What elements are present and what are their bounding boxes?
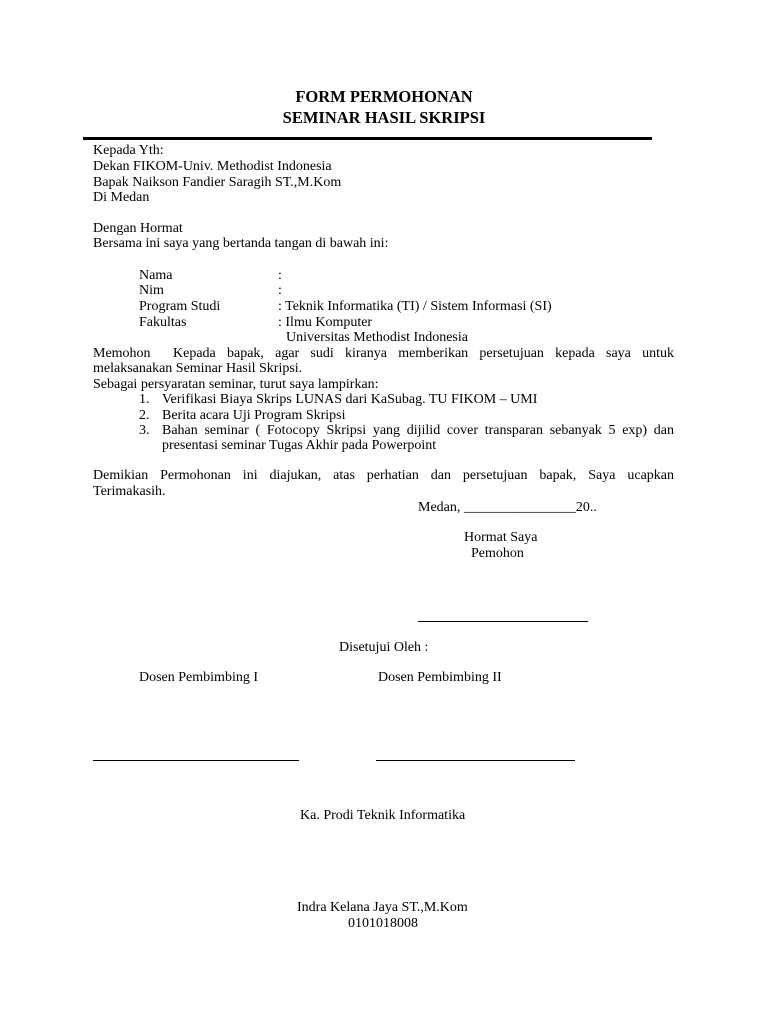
field-value: : Teknik Informatika (TI) / Sistem Informasi (SI): [278, 299, 552, 314]
field-label: Program Studi: [139, 299, 221, 314]
recipient-line: Di Medan: [93, 190, 150, 205]
list-item: Verifikasi Biaya Skrips LUNAS dari KaSubag. TU FIKOM – UMI: [162, 392, 538, 407]
request-text: Kepada bapak, agar sudi kiranya memberikan persetujuan kepada saya untuk: [173, 346, 674, 361]
salutation: Dengan Hormat: [93, 221, 183, 236]
advisor-2-signature-line: [376, 760, 575, 761]
place-date: Medan, ________________20..: [418, 500, 597, 515]
advisor-2-label: Dosen Pembimbing II: [378, 670, 502, 685]
approval-heading: Disetujui Oleh :: [339, 640, 429, 655]
applicant-signature-line: [418, 621, 588, 622]
regards-text: Hormat Saya: [464, 530, 538, 545]
head-of-program-title: Ka. Prodi Teknik Informatika: [300, 808, 466, 823]
list-number: 3.: [139, 423, 150, 438]
form-subtitle: SEMINAR HASIL SKRIPSI: [282, 108, 486, 127]
advisor-1-signature-line: [93, 760, 299, 761]
request-text: melaksanakan Seminar Hasil Skripsi.: [93, 361, 303, 376]
advisor-1-label: Dosen Pembimbing I: [139, 670, 258, 685]
list-item: Berita acara Uji Program Skripsi: [162, 408, 346, 423]
field-value: : Ilmu Komputer: [278, 315, 373, 330]
list-number: 2.: [139, 408, 150, 423]
field-value: :: [278, 268, 282, 283]
title-divider: [83, 137, 652, 140]
field-label: Nama: [139, 268, 173, 283]
field-label: Nim: [139, 283, 164, 298]
form-title: FORM PERMOHONAN: [295, 87, 473, 106]
field-value-continuation: Universitas Methodist Indonesia: [286, 330, 468, 345]
applicant-role: Pemohon: [471, 546, 524, 561]
list-number: 1.: [139, 392, 150, 407]
field-value: :: [278, 283, 282, 298]
list-item-continuation: presentasi seminar Tugas Akhir pada Powerpoint: [162, 438, 437, 453]
recipient-line: Kepada Yth:: [93, 143, 164, 158]
requirements-intro: Sebagai persyaratan seminar, turut saya lampirkan:: [93, 377, 379, 392]
list-item: Bahan seminar ( Fotocopy Skripsi yang dijilid cover transparan sebanyak 5 exp) dan: [162, 423, 674, 438]
request-word: Memohon: [93, 346, 151, 361]
closing-text: Demikian Permohonan ini diajukan, atas perhatian dan persetujuan bapak, Saya ucapkan: [93, 468, 674, 483]
intro-text: Bersama ini saya yang bertanda tangan di bawah ini:: [93, 236, 389, 251]
head-of-program-id: 0101018008: [348, 916, 418, 931]
recipient-line: Dekan FIKOM-Univ. Methodist Indonesia: [93, 159, 332, 174]
field-label: Fakultas: [139, 315, 187, 330]
recipient-line: Bapak Naikson Fandier Saragih ST.,M.Kom: [93, 175, 342, 190]
closing-text: Terimakasih.: [93, 484, 166, 499]
head-of-program-name: Indra Kelana Jaya ST.,M.Kom: [297, 900, 468, 915]
